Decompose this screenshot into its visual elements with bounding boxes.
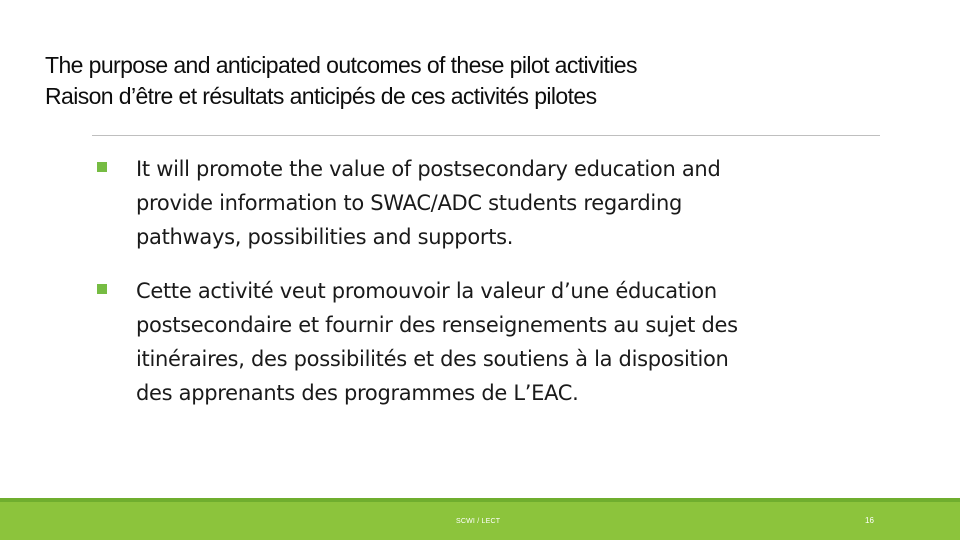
square-bullet-icon bbox=[97, 162, 107, 172]
bullet-line: provide information to SWAC/ADC students regarding bbox=[136, 191, 682, 215]
bullet-line: postsecondaire et fournir des renseignements au sujet des bbox=[136, 313, 738, 337]
bullet-line: pathways, possibilities and supports. bbox=[136, 225, 514, 249]
bullet-line: It will promote the value of postsecondary education and bbox=[136, 157, 721, 181]
bullet-line: Cette activité veut promouvoir la valeur d’une éducation bbox=[136, 279, 717, 303]
bullet-list bbox=[96, 152, 856, 410]
footer-label: SCWI / LECT bbox=[456, 518, 501, 525]
bullet-item-english bbox=[96, 152, 856, 254]
title-line-french: Raison d’être et résultats anticipés de ces activités pilotes bbox=[45, 83, 597, 109]
bullet-line: itinéraires, des possibilités et des soutiens à la disposition bbox=[136, 347, 729, 371]
footer-bar bbox=[0, 498, 960, 540]
square-bullet-icon bbox=[97, 284, 107, 294]
title-divider bbox=[92, 135, 880, 136]
bullet-line: des apprenants des programmes de L’EAC. bbox=[136, 381, 579, 405]
slide-title bbox=[45, 50, 925, 112]
page-number: 16 bbox=[865, 516, 874, 525]
title-line-english: The purpose and anticipated outcomes of these pilot activities bbox=[45, 52, 637, 78]
bullet-item-french bbox=[96, 274, 856, 410]
footer-accent-strip bbox=[0, 498, 960, 502]
